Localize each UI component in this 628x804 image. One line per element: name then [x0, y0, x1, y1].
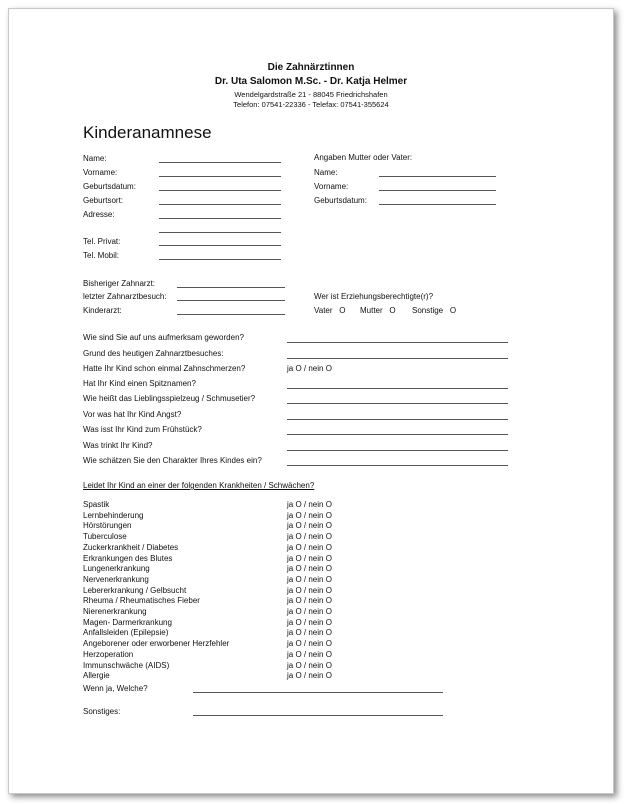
illness-heading: Leidet Ihr Kind an einer der folgenden Krankheiten / Schwächen?	[83, 481, 315, 490]
parent-heading: Angaben Mutter oder Vater:	[314, 153, 413, 162]
question-label: Was trinkt Ihr Kind?	[83, 441, 153, 450]
illness-yes-no[interactable]: ja O / nein O	[287, 649, 332, 659]
question-label: Wie schätzen Sie den Charakter Ihres Kindes ein?	[83, 456, 262, 465]
phone-field-label: Tel. Privat:	[83, 237, 121, 246]
illness-label: Nierenerkrankung	[83, 607, 147, 616]
illness-yes-no[interactable]: ja O / nein O	[287, 542, 332, 552]
illness-yes-no[interactable]: ja O / nein O	[287, 617, 332, 627]
other-label: Sonstiges:	[83, 707, 121, 716]
illness-yes-no[interactable]: ja O / nein O	[287, 564, 332, 574]
illness-yes-no[interactable]: ja O / nein O	[287, 500, 332, 509]
illness-yes-no[interactable]: ja O / nein O	[287, 671, 332, 681]
doctor-field-line[interactable]	[177, 300, 285, 301]
illness-label: Erkrankungen des Blutes	[83, 553, 173, 563]
parent-field-label: Name:	[314, 168, 338, 177]
question-label: Vor was hat Ihr Kind Angst?	[83, 410, 182, 419]
radio-circle[interactable]: O	[389, 306, 396, 315]
option-label: Vater	[314, 306, 333, 315]
guardian-option-sonstige[interactable]	[412, 306, 456, 315]
phone-field-line[interactable]	[159, 259, 281, 260]
child-field-label: Geburtsort:	[83, 196, 124, 205]
question-answer-line[interactable]	[287, 403, 508, 404]
illness-label: Nervenerkrankung	[83, 574, 149, 584]
question-answer-line[interactable]	[287, 434, 508, 435]
illness-yes-no[interactable]: ja O / nein O	[287, 532, 332, 542]
illness-yes-no[interactable]: ja O / nein O	[287, 521, 332, 531]
question-label: Hat Ihr Kind einen Spitznamen?	[83, 379, 196, 388]
question-label: Was isst Ihr Kind zum Frühstück?	[83, 425, 202, 434]
doctor-field-label: Kinderarzt:	[83, 306, 122, 315]
illness-label: Hörstörungen	[83, 521, 132, 531]
illness-label: Lernbehinderung	[83, 510, 144, 520]
parent-field-line[interactable]	[379, 204, 496, 205]
doctor-field-line[interactable]	[177, 314, 285, 315]
illness-label: Immunschwäche (AIDS)	[83, 660, 170, 670]
address-line-2[interactable]	[159, 232, 281, 233]
form-sheet	[8, 8, 614, 794]
yes-no-choice[interactable]: ja O / nein O	[287, 364, 332, 373]
which-input-line[interactable]	[193, 692, 443, 693]
child-field-line[interactable]	[159, 204, 281, 205]
illness-label: Rheuma / Rheumatisches Fieber	[83, 596, 200, 606]
question-label: Wie heißt das Lieblingsspielzeug / Schmusetier?	[83, 394, 256, 403]
question-label: Wie sind Sie auf uns aufmerksam geworden?	[83, 333, 244, 342]
child-field-label: Vorname:	[83, 168, 118, 177]
illness-yes-no[interactable]: ja O / nein O	[287, 607, 332, 616]
radio-circle[interactable]: O	[339, 306, 346, 315]
question-answer-line[interactable]	[287, 465, 508, 466]
illness-yes-no[interactable]: ja O / nein O	[287, 596, 332, 606]
illness-label: Tuberculose	[83, 532, 127, 542]
form-title: Kinderanamnese	[83, 123, 212, 142]
question-answer-line[interactable]	[287, 358, 508, 359]
illness-label: Magen- Darmerkrankung	[83, 617, 172, 627]
parent-field-line[interactable]	[379, 176, 496, 177]
illness-yes-no[interactable]: ja O / nein O	[287, 660, 332, 670]
guardian-question: Wer ist Erziehungsberechtigte(r)?	[314, 292, 434, 301]
illness-label: Allergie	[83, 671, 110, 681]
illness-label: Angeborener oder erworbener Herzfehler	[83, 639, 230, 649]
question-answer-line[interactable]	[287, 342, 508, 343]
which-label: Wenn ja, Welche?	[83, 684, 148, 693]
child-field-line[interactable]	[159, 176, 281, 177]
child-field-line[interactable]	[159, 218, 281, 219]
phone-field-label: Tel. Mobil:	[83, 251, 120, 260]
question-label: Grund des heutigen Zahnarztbesuches:	[83, 349, 224, 358]
child-field-line[interactable]	[159, 162, 281, 163]
doctor-field-label: letzter Zahnarztbesuch:	[83, 292, 167, 301]
practice-name: Die Zahnärztinnen	[267, 62, 355, 73]
option-label: Mutter	[360, 306, 383, 315]
illness-label: Herzoperation	[83, 649, 134, 659]
option-label: Sonstige	[412, 306, 444, 315]
child-field-label: Geburtsdatum:	[83, 182, 136, 191]
parent-field-label: Geburtsdatum:	[314, 196, 367, 205]
illness-yes-no[interactable]: ja O / nein O	[287, 574, 332, 584]
doctor-names: Dr. Uta Salomon M.Sc. - Dr. Katja Helmer	[214, 76, 408, 87]
question-answer-line[interactable]	[287, 450, 508, 451]
illness-label: Anfallsleiden (Epilepsie)	[83, 628, 169, 638]
guardian-option-mutter[interactable]	[360, 306, 396, 315]
question-label: Hatte Ihr Kind schon einmal Zahnschmerzen?	[83, 364, 246, 373]
illness-label: Lungenerkrankung	[83, 564, 150, 574]
radio-circle[interactable]: O	[449, 306, 457, 315]
illness-yes-no[interactable]: ja O / nein O	[287, 510, 332, 520]
illness-label: Spastik	[83, 500, 110, 509]
illness-label: Lebererkrankung / Gelbsucht	[83, 585, 187, 595]
child-field-label: Adresse:	[83, 210, 115, 219]
practice-address: Wendelgardstraße 21 - 88045 Friedrichshafen	[234, 90, 388, 99]
doctor-field-label: Bisheriger Zahnarzt:	[83, 279, 156, 288]
illness-yes-no[interactable]: ja O / nein O	[287, 639, 332, 649]
illness-label: Zuckerkrankheit / Diabetes	[83, 542, 179, 552]
child-field-label: Name:	[83, 154, 107, 163]
parent-field-line[interactable]	[379, 190, 496, 191]
guardian-option-vater[interactable]	[314, 306, 345, 315]
parent-field-label: Vorname:	[314, 182, 349, 191]
child-field-line[interactable]	[159, 190, 281, 191]
question-answer-line[interactable]	[287, 388, 508, 389]
illness-yes-no[interactable]: ja O / nein O	[287, 553, 332, 563]
illness-yes-no[interactable]: ja O / nein O	[287, 585, 332, 595]
illness-yes-no[interactable]: ja O / nein O	[287, 628, 332, 638]
other-input-line[interactable]	[193, 715, 443, 716]
practice-contact: Telefon: 07541-22336 - Telefax: 07541-355624	[233, 100, 389, 109]
question-answer-line[interactable]	[287, 419, 508, 420]
phone-field-line[interactable]	[159, 245, 281, 246]
doctor-field-line[interactable]	[177, 287, 285, 288]
